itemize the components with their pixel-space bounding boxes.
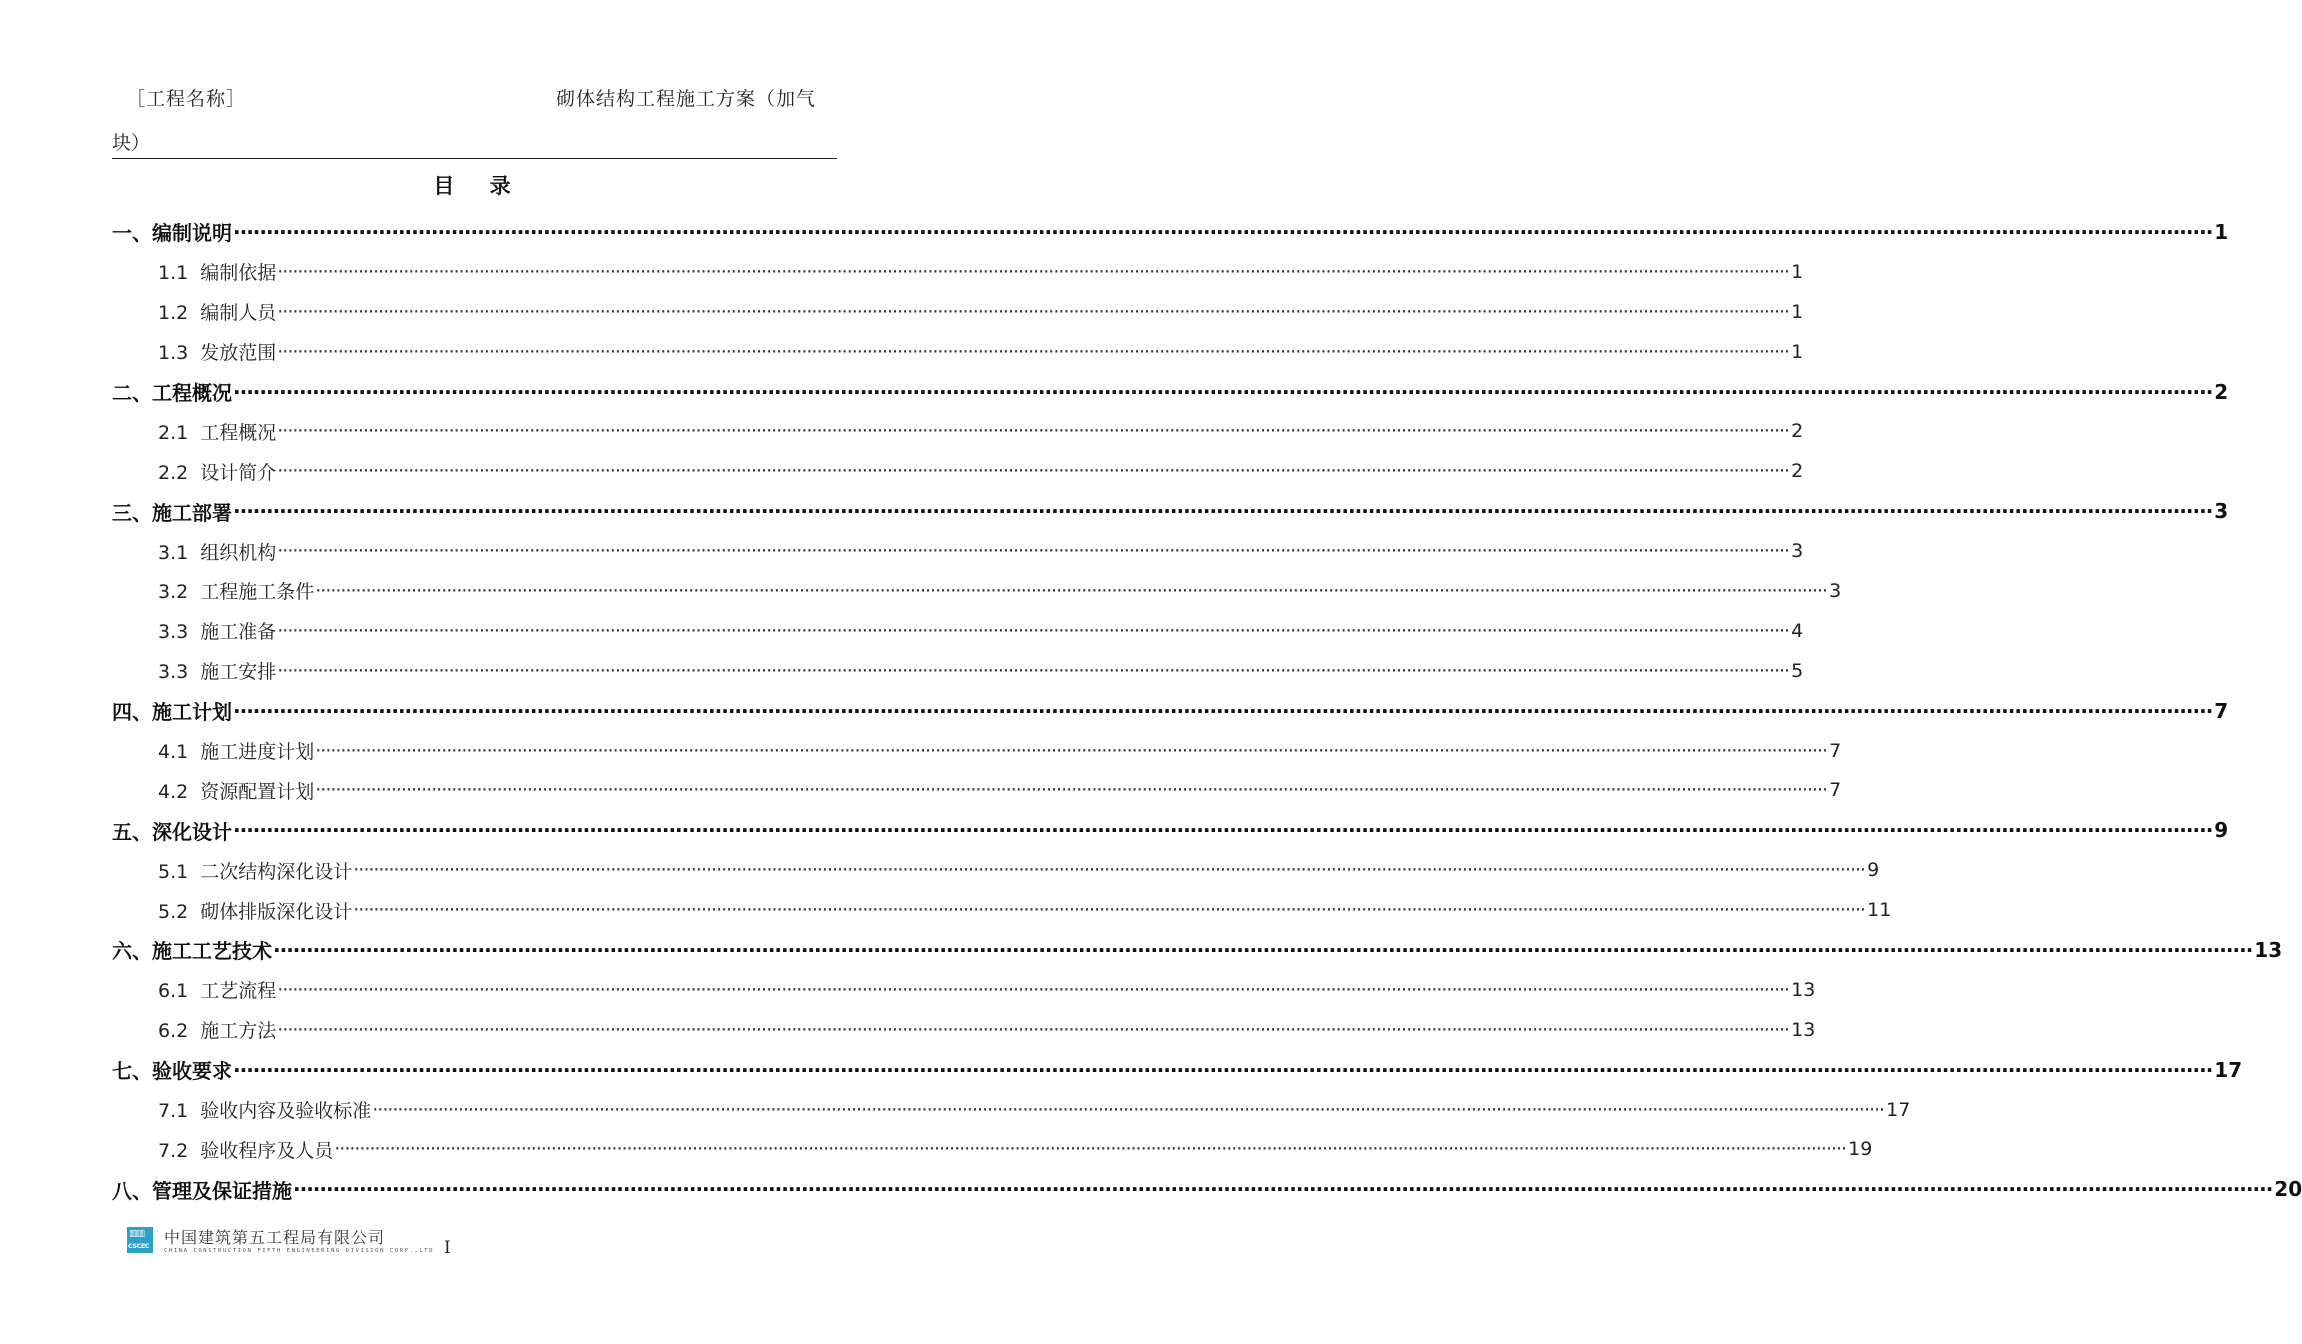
toc-entry-number: 7.2 [158, 1139, 189, 1162]
toc-entry-text: 编制人员 [200, 302, 277, 325]
toc-entry-text: 工程概况 [200, 421, 277, 444]
toc-entry-label [112, 696, 232, 725]
toc-page-number: 4 [1791, 619, 1804, 642]
toc-section-entry[interactable] [112, 850, 1880, 890]
toc-chapter-entry[interactable] [112, 212, 2229, 252]
toc-page-number: 1 [2214, 219, 2229, 244]
toc-leader-dots: ············································································································································································································································································································ [277, 340, 1790, 363]
toc-entry-number: 5.2 [158, 900, 189, 923]
toc-entry-label [158, 857, 352, 884]
toc-entry-label [158, 657, 276, 684]
toc-page-number: 20 [2274, 1177, 2302, 1202]
toc-section-entry[interactable] [112, 770, 1842, 810]
toc-leader-dots: ············································································································································································································································································································ [277, 659, 1790, 682]
toc-entry-number: 6.1 [158, 980, 189, 1003]
header-document-title: 砌体结构工程施工方案（加气 [556, 88, 817, 110]
toc-entry-text: 工程施工条件 [200, 581, 315, 604]
toc-page-number: 3 [1791, 540, 1804, 563]
toc-entry-label [158, 338, 276, 365]
toc-page-number: 9 [1867, 859, 1880, 882]
toc-page-number: 1 [1791, 340, 1804, 363]
toc-page-number: 17 [2214, 1057, 2243, 1082]
toc-entry-text: 七、验收要求 [112, 1059, 232, 1084]
toc-leader-dots: ············································································································································································································································································································ [277, 420, 1790, 443]
toc-entry-label [158, 577, 314, 604]
toc-leader-dots: ············································································································································································································································································································ [277, 978, 1790, 1001]
toc-section-entry[interactable] [112, 890, 1892, 930]
toc-section-entry[interactable] [112, 611, 1804, 651]
toc-chapter-entry[interactable] [112, 810, 2229, 850]
toc-leader-dots: ············································································································································································································································································································ [233, 1057, 2213, 1082]
toc-page-number: 19 [1848, 1138, 1873, 1161]
toc-section-entry[interactable] [112, 571, 1842, 611]
toc-chapter-entry[interactable] [112, 1169, 2302, 1209]
toc-entry-text: 发放范围 [200, 342, 277, 365]
toc-entry-text: 三、施工部署 [112, 500, 232, 525]
toc-leader-dots: ············································································································································································································································································································ [277, 460, 1790, 483]
toc-entry-label [112, 1175, 292, 1204]
toc-section-entry[interactable] [112, 252, 1804, 292]
toc-entry-label [158, 1096, 371, 1123]
toc-entry-text: 验收程序及人员 [200, 1139, 334, 1162]
toc-entry-label [158, 1016, 276, 1043]
toc-page-number: 13 [2254, 937, 2283, 962]
toc-page-number: 5 [1791, 659, 1804, 682]
toc-leader-dots: ············································································································································································································································································································ [233, 379, 2213, 404]
toc-leader-dots: ············································································································································································································································································································ [293, 1177, 2273, 1202]
toc-leader-dots: ············································································································································································································································································································ [277, 300, 1790, 323]
toc-entry-number: 3.3 [158, 661, 189, 684]
toc-entry-text: 五、深化设计 [112, 819, 232, 844]
toc-leader-dots: ············································································································································································································································································································ [233, 818, 2213, 843]
toc-entry-text: 工艺流程 [200, 980, 277, 1003]
footer-page-number: I [444, 1238, 451, 1258]
toc-leader-dots: ············································································································································································································································································································ [315, 579, 1828, 602]
toc-entry-text: 一、编制说明 [112, 221, 232, 246]
toc-entry-label [158, 617, 276, 644]
toc-entry-label [112, 935, 272, 964]
toc-entry-number: 2.1 [158, 421, 189, 444]
toc-entry-label [112, 497, 232, 526]
toc-entry-text: 施工方法 [200, 1020, 277, 1043]
toc-entry-label [158, 538, 276, 565]
toc-entry-text: 砌体排版深化设计 [200, 900, 353, 923]
toc-entry-number: 3.2 [158, 581, 189, 604]
toc-entry-text: 施工安排 [200, 661, 277, 684]
header-project-name: ［工程名称］ [126, 88, 247, 110]
toc-leader-dots: ············································································································································································································································································································ [277, 1018, 1790, 1041]
toc-page-number: 2 [1791, 460, 1804, 483]
toc-entry-text: 四、施工计划 [112, 700, 232, 725]
toc-leader-dots: ············································································································································································································································································································ [233, 698, 2213, 723]
toc-title: 目 录 [433, 174, 525, 198]
company-logo: ▥▥ CSCEC [127, 1227, 153, 1253]
toc-entry-number: 5.1 [158, 860, 189, 883]
toc-page-number: 11 [1867, 899, 1892, 922]
toc-section-entry[interactable] [112, 731, 1842, 771]
toc-page-number: 13 [1791, 978, 1816, 1001]
toc-page-number: 9 [2214, 818, 2229, 843]
toc-section-entry[interactable] [112, 1129, 1873, 1169]
footer-company-name-en: CHINA CONSTRUCTION FIFTH ENGINEERING DIVISION CORP.,LTD [164, 1248, 435, 1254]
toc-entry-label [112, 217, 232, 246]
toc-leader-dots: ············································································································································································································································································································ [277, 540, 1790, 563]
toc-entry-number: 1.1 [158, 262, 189, 285]
toc-entry-label [112, 816, 232, 845]
toc-leader-dots: ············································································································································································································································································································ [277, 619, 1790, 642]
toc-entry-label [158, 897, 352, 924]
toc-entry-text: 二次结构深化设计 [200, 860, 353, 883]
toc-chapter-entry[interactable] [112, 372, 2229, 412]
toc-entry-text: 验收内容及验收标准 [200, 1100, 372, 1123]
toc-entry-label [158, 1136, 333, 1163]
footer-company-name: 中国建筑第五工程局有限公司 [164, 1228, 386, 1247]
toc-page-number: 13 [1791, 1018, 1816, 1041]
toc-entry-number: 7.1 [158, 1100, 189, 1123]
toc-entry-label [112, 1055, 232, 1084]
toc-page-number: 1 [1791, 260, 1804, 283]
toc-leader-dots: ············································································································································································································································································································ [353, 859, 1866, 882]
toc-entry-text: 资源配置计划 [200, 780, 315, 803]
toc-entry-label [112, 377, 232, 406]
toc-leader-dots: ············································································································································································································································································································ [315, 739, 1828, 762]
toc-leader-dots: ············································································································································································································································································································ [334, 1138, 1847, 1161]
toc-section-entry[interactable] [112, 292, 1804, 332]
toc-leader-dots: ············································································································································································································································································································ [277, 260, 1790, 283]
toc-entry-text: 设计简介 [200, 461, 277, 484]
toc-leader-dots: ············································································································································································································································································································ [372, 1098, 1885, 1121]
toc-leader-dots: ············································································································································································································································································································ [273, 937, 2253, 962]
toc-entry-number: 3.3 [158, 621, 189, 644]
toc-section-entry[interactable] [112, 332, 1804, 372]
toc-entry-label [158, 737, 314, 764]
toc-page-number: 7 [1829, 779, 1842, 802]
toc-section-entry[interactable] [112, 411, 1804, 451]
toc-entry-number: 6.2 [158, 1020, 189, 1043]
toc-entry-text: 施工准备 [200, 621, 277, 644]
toc-leader-dots: ············································································································································································································································································································ [353, 899, 1866, 922]
toc-section-entry[interactable] [112, 1010, 1816, 1050]
toc-section-entry[interactable] [112, 1090, 1911, 1130]
toc-section-entry[interactable] [112, 970, 1816, 1010]
toc-entry-label [158, 976, 276, 1003]
toc-entry-number: 4.1 [158, 741, 189, 764]
toc-section-entry[interactable] [112, 531, 1804, 571]
toc-page-number: 2 [2214, 379, 2229, 404]
toc-chapter-entry[interactable] [112, 691, 2229, 731]
toc-page-number: 3 [1829, 579, 1842, 602]
toc-entry-label [158, 458, 276, 485]
toc-entry-text: 八、管理及保证措施 [112, 1178, 292, 1203]
toc-entry-number: 2.2 [158, 461, 189, 484]
toc-chapter-entry[interactable] [112, 491, 2229, 531]
toc-entry-number: 1.3 [158, 342, 189, 365]
toc-section-entry[interactable] [112, 651, 1804, 691]
toc-entry-text: 二、工程概况 [112, 381, 232, 405]
toc-page-number: 7 [1829, 739, 1842, 762]
toc-section-entry[interactable] [112, 451, 1804, 491]
toc-entry-number: 4.2 [158, 780, 189, 803]
toc-leader-dots: ············································································································································································································································································································ [315, 779, 1828, 802]
toc-chapter-entry[interactable] [112, 930, 2283, 970]
toc-chapter-entry[interactable] [112, 1050, 2243, 1090]
toc-entry-label [158, 418, 276, 445]
toc-entry-label [158, 258, 276, 285]
toc-leader-dots: ············································································································································································································································································································ [233, 499, 2213, 524]
toc-leader-dots: ············································································································································································································································································································ [233, 219, 2213, 244]
toc-entry-label [158, 777, 314, 804]
toc-entry-text: 编制依据 [200, 262, 277, 285]
toc-page-number: 2 [1791, 420, 1804, 443]
company-logo-text: CSCEC [128, 1242, 150, 1250]
toc-entry-text: 组织机构 [200, 541, 277, 564]
header-rule [112, 158, 837, 159]
toc-entry-text: 六、施工工艺技术 [112, 939, 272, 964]
toc-page-number: 17 [1886, 1098, 1911, 1121]
table-of-contents [112, 212, 2302, 1209]
toc-page-number: 3 [2214, 499, 2229, 524]
toc-entry-label [158, 298, 276, 325]
toc-entry-number: 1.2 [158, 302, 189, 325]
toc-page-number: 7 [2214, 698, 2229, 723]
header-document-title-wrap: 块） [112, 132, 151, 154]
toc-page-number: 1 [1791, 300, 1804, 323]
toc-entry-number: 3.1 [158, 541, 189, 564]
toc-entry-text: 施工进度计划 [200, 741, 315, 764]
